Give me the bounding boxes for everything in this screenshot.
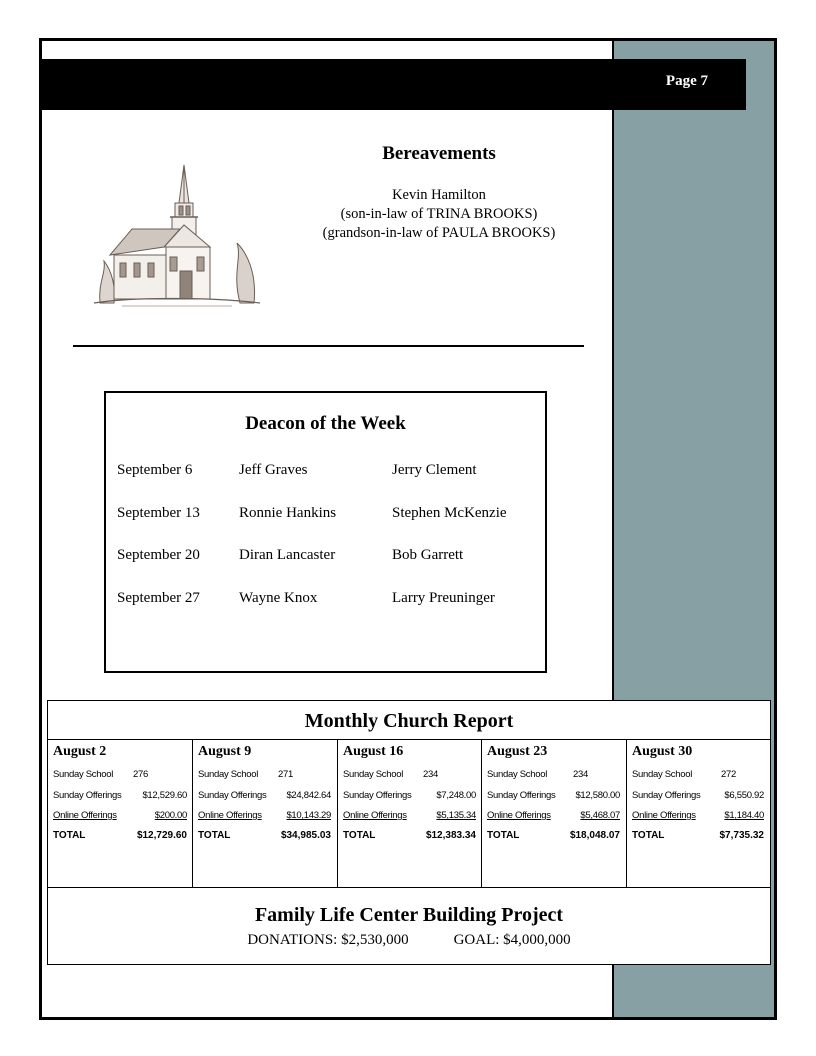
online-offerings-row [198,810,331,824]
sunday-school-row [53,769,187,783]
report-week-column [192,740,337,887]
page-number: Page 7 [665,73,708,89]
deacon-date: September 20 [117,547,200,563]
week-date: August 23 [487,744,548,759]
row-label: Online Offerings [53,810,117,821]
goal-value: $4,000,000 [503,932,571,948]
row-value: $18,048.07 [569,830,620,841]
deacon-name: Bob Garrett [392,547,464,563]
row-value: $34,985.03 [280,830,331,841]
deacon-name: Ronnie Hankins [239,505,337,521]
bereavement-name: Kevin Hamilton [392,187,486,203]
row-label: Online Offerings [198,810,262,821]
total-row [632,830,764,844]
week-date: August 9 [198,744,252,759]
header-bar [41,59,746,110]
row-label: Online Offerings [632,810,696,821]
week-date: August 2 [53,744,107,759]
sunday-school-row [487,769,620,783]
deacon-name: Stephen McKenzie [392,505,507,521]
row-label: Sunday Offerings [343,790,412,801]
deacon-name: Jeff Graves [239,462,308,478]
total-row [487,830,620,844]
row-value: 276 [133,769,148,780]
bereavements-title: Bereavements [382,143,496,164]
monthly-church-report [47,700,771,965]
bereavements-list [300,186,578,243]
sunday-school-row [632,769,764,783]
row-value: 271 [278,769,293,780]
row-label: Sunday Offerings [198,790,267,801]
row-value: 234 [573,769,588,780]
row-label: Sunday School [487,769,548,780]
deacon-name: Diran Lancaster [239,547,336,563]
deacon-date: September 27 [117,590,200,606]
sunday-offerings-row [53,790,187,804]
row-label: Sunday Offerings [53,790,122,801]
row-value: $12,580.00 [575,790,620,801]
row-value: $24,842.64 [286,790,331,801]
row-value: $5,468.07 [580,810,620,821]
row-label: TOTAL [343,830,376,841]
report-week-column [48,740,193,887]
deacon-name: Larry Preuninger [392,590,495,606]
row-label: Sunday School [53,769,114,780]
sunday-offerings-row [487,790,620,804]
week-date: August 16 [343,744,404,759]
donations-value: $2,530,000 [341,932,409,948]
sunday-offerings-row [632,790,764,804]
deacon-row [106,547,545,569]
row-label: Sunday School [198,769,259,780]
online-offerings-row [343,810,476,824]
report-title: Monthly Church Report [304,710,514,732]
deacon-of-the-week-box [104,391,547,673]
sunday-offerings-row [343,790,476,804]
row-value: $6,550.92 [724,790,764,801]
row-value: $5,135.34 [436,810,476,821]
sunday-school-row [198,769,331,783]
report-divider [48,887,770,888]
total-row [198,830,331,844]
deacon-date: September 13 [117,505,200,521]
row-label: Sunday Offerings [632,790,701,801]
online-offerings-row [487,810,620,824]
row-label: TOTAL [632,830,665,841]
deacon-name: Wayne Knox [239,590,318,606]
row-value: $1,184.40 [724,810,764,821]
building-project-title: Family Life Center Building Project [254,904,564,926]
row-label: Sunday Offerings [487,790,556,801]
report-week-column [337,740,482,887]
report-week-column [626,740,770,887]
donations-label: DONATIONS: [247,932,338,948]
deacon-row [106,590,545,612]
online-offerings-row [53,810,187,824]
deacon-row [106,505,545,527]
row-label: TOTAL [53,830,86,841]
row-value: $200.00 [154,810,187,821]
row-value: 234 [423,769,438,780]
row-label: Online Offerings [487,810,551,821]
week-date: August 30 [632,744,693,759]
row-label: TOTAL [198,830,231,841]
sunday-school-row [343,769,476,783]
row-value: $12,529.60 [142,790,187,801]
report-week-column [481,740,626,887]
deacon-date: September 6 [117,462,193,478]
row-value: $12,729.60 [136,830,187,841]
row-label: Sunday School [343,769,404,780]
row-value: $12,383.34 [425,830,476,841]
row-value: 272 [721,769,736,780]
section-divider [73,345,584,347]
row-label: Online Offerings [343,810,407,821]
deacon-row [106,462,545,484]
row-value: $10,143.29 [286,810,331,821]
sunday-offerings-row [198,790,331,804]
bereavement-relation: (grandson-in-law of PAULA BROOKS) [322,225,556,241]
bereavement-relation: (son-in-law of TRINA BROOKS) [340,206,538,222]
row-label: Sunday School [632,769,693,780]
row-value: $7,248.00 [436,790,476,801]
total-row [53,830,187,844]
church-illustration [92,163,262,311]
deacon-name: Jerry Clement [392,462,477,478]
building-project-amounts [48,932,770,949]
row-value: $7,735.32 [719,830,764,841]
report-columns [48,740,770,887]
online-offerings-row [632,810,764,824]
goal-label: GOAL: [453,932,500,948]
total-row [343,830,476,844]
row-label: TOTAL [487,830,520,841]
deacon-title: Deacon of the Week [245,413,406,434]
